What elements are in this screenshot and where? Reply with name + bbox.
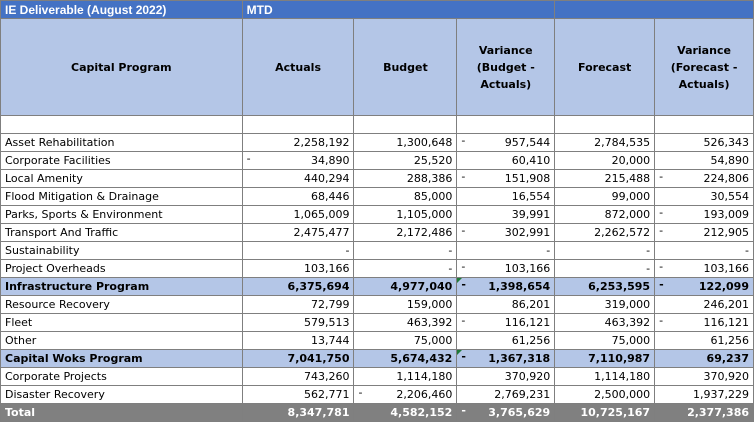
- cell-value: 2,377,386: [687, 406, 749, 419]
- cell-value: 1,937,229: [693, 388, 749, 401]
- spacer-cell[interactable]: [555, 116, 655, 134]
- cell-variance-budget[interactable]: [457, 404, 555, 422]
- cell-value: 99,000: [611, 190, 651, 203]
- cell-program-label[interactable]: Capital Woks Program: [1, 350, 243, 368]
- cell-value: 30,554: [710, 190, 749, 203]
- cell-variance-forecast[interactable]: [655, 350, 754, 368]
- cell-value: 370,920: [703, 370, 749, 383]
- negative-sign: -: [659, 278, 664, 291]
- spacer-row: [1, 116, 754, 134]
- cell-value: 75,000: [413, 334, 453, 347]
- negative-sign: -: [461, 260, 466, 273]
- negative-sign: -: [358, 386, 363, 399]
- cell-variance-budget[interactable]: [457, 350, 555, 368]
- cell-variance-budget[interactable]: [457, 314, 555, 332]
- cell-program-label[interactable]: Total: [1, 404, 243, 422]
- cell-variance-forecast[interactable]: [655, 278, 754, 296]
- header-blank-cell[interactable]: [555, 1, 754, 19]
- cell-variance-budget[interactable]: [457, 242, 555, 260]
- table-row: [1, 206, 754, 224]
- cell-value: 61,256: [710, 334, 749, 347]
- cell-variance-budget[interactable]: [457, 134, 555, 152]
- cell-value: -: [448, 244, 453, 257]
- cell-actuals[interactable]: [242, 332, 354, 350]
- negative-sign: -: [659, 260, 664, 273]
- table-row: [1, 296, 754, 314]
- cell-forecast[interactable]: [555, 368, 655, 386]
- cell-variance-forecast[interactable]: [655, 152, 754, 170]
- cell-value: 1,398,654: [488, 280, 551, 293]
- cell-value: 579,513: [303, 316, 350, 329]
- cell-actuals[interactable]: [242, 314, 354, 332]
- cell-budget[interactable]: [354, 296, 457, 314]
- cell-error-indicator-icon: [457, 278, 462, 283]
- cell-value: 1,300,648: [396, 136, 453, 149]
- cell-value: 3,765,629: [488, 406, 551, 419]
- cell-value: 215,488: [604, 172, 651, 185]
- negative-sign: -: [461, 224, 466, 237]
- negative-sign: -: [461, 278, 466, 291]
- cell-value: 2,769,231: [494, 388, 551, 401]
- cell-forecast[interactable]: [555, 242, 655, 260]
- cell-value: 463,392: [604, 316, 651, 329]
- negative-sign: -: [461, 404, 466, 417]
- cell-variance-forecast[interactable]: [655, 134, 754, 152]
- spacer-cell[interactable]: [242, 116, 354, 134]
- cell-variance-budget[interactable]: [457, 170, 555, 188]
- cell-program-label[interactable]: Corporate Facilities: [1, 152, 243, 170]
- cell-value: -: [448, 262, 453, 275]
- cell-budget[interactable]: [354, 224, 457, 242]
- cell-actuals[interactable]: [242, 368, 354, 386]
- cell-budget[interactable]: [354, 260, 457, 278]
- column-header-row: [1, 19, 754, 116]
- cell-program-label[interactable]: Local Amenity: [1, 170, 243, 188]
- cell-actuals[interactable]: [242, 134, 354, 152]
- cell-budget[interactable]: [354, 242, 457, 260]
- col-header-variance-forecast[interactable]: Variance (Forecast - Actuals): [655, 19, 754, 116]
- cell-value: 39,991: [511, 208, 551, 221]
- cell-forecast[interactable]: [555, 134, 655, 152]
- col-header-program[interactable]: Capital Program: [1, 19, 243, 116]
- col-header-actuals[interactable]: Actuals: [242, 19, 354, 116]
- cell-program-label[interactable]: Transport And Traffic: [1, 224, 243, 242]
- table-row: [1, 260, 754, 278]
- cell-value: 1,114,180: [396, 370, 453, 383]
- cell-program-label[interactable]: Asset Rehabilitation: [1, 134, 243, 152]
- cell-value: 85,000: [413, 190, 453, 203]
- cell-value: 34,890: [310, 154, 350, 167]
- report-title[interactable]: IE Deliverable (August 2022): [1, 1, 243, 19]
- cell-budget[interactable]: [354, 134, 457, 152]
- cell-actuals[interactable]: [242, 404, 354, 422]
- cell-actuals[interactable]: [242, 350, 354, 368]
- cell-forecast[interactable]: [555, 332, 655, 350]
- cell-budget[interactable]: [354, 368, 457, 386]
- cell-variance-budget[interactable]: [457, 152, 555, 170]
- cell-budget[interactable]: [354, 314, 457, 332]
- cell-value: 2,172,486: [396, 226, 453, 239]
- period-label[interactable]: MTD: [242, 1, 555, 19]
- cell-value: 2,262,572: [594, 226, 651, 239]
- subtotal-row: [1, 350, 754, 368]
- subtotal-row: [1, 278, 754, 296]
- cell-variance-forecast[interactable]: [655, 170, 754, 188]
- negative-sign: -: [246, 152, 251, 165]
- cell-value: 1,065,009: [293, 208, 350, 221]
- cell-value: 1,114,180: [594, 370, 651, 383]
- cell-forecast[interactable]: [555, 170, 655, 188]
- cell-value: 2,475,477: [293, 226, 350, 239]
- cell-value: 526,343: [703, 136, 749, 149]
- spacer-cell[interactable]: [655, 116, 754, 134]
- cell-value: 69,237: [706, 352, 749, 365]
- cell-budget[interactable]: [354, 188, 457, 206]
- cell-value: 224,806: [703, 172, 749, 185]
- cell-value: 10,725,167: [580, 406, 651, 419]
- cell-actuals[interactable]: [242, 152, 354, 170]
- cell-value: 13,744: [310, 334, 350, 347]
- cell-value: 562,771: [303, 388, 350, 401]
- negative-sign: -: [461, 314, 466, 327]
- cell-value: 61,256: [511, 334, 551, 347]
- cell-value: -: [745, 244, 749, 257]
- cell-actuals[interactable]: [242, 260, 354, 278]
- cell-value: 440,294: [303, 172, 350, 185]
- cell-budget[interactable]: [354, 206, 457, 224]
- col-header-budget[interactable]: Budget: [354, 19, 457, 116]
- cell-value: 116,121: [504, 316, 551, 329]
- cell-value: 2,258,192: [293, 136, 350, 149]
- negative-sign: -: [659, 206, 664, 219]
- cell-value: 151,908: [504, 172, 551, 185]
- spacer-cell[interactable]: [457, 116, 555, 134]
- cell-value: 246,201: [703, 298, 749, 311]
- cell-variance-forecast[interactable]: [655, 224, 754, 242]
- table-row: [1, 314, 754, 332]
- table-row: [1, 242, 754, 260]
- negative-sign: -: [659, 314, 664, 327]
- cell-variance-budget[interactable]: [457, 224, 555, 242]
- cell-budget[interactable]: [354, 332, 457, 350]
- cell-value: 463,392: [406, 316, 453, 329]
- cell-variance-forecast[interactable]: [655, 296, 754, 314]
- cell-value: 370,920: [504, 370, 551, 383]
- cell-value: 7,041,750: [287, 352, 350, 365]
- cell-actuals[interactable]: [242, 170, 354, 188]
- cell-value: 75,000: [611, 334, 651, 347]
- cell-error-indicator-icon: [457, 350, 462, 355]
- cell-value: 1,105,000: [396, 208, 453, 221]
- table-row: [1, 170, 754, 188]
- cell-budget[interactable]: [354, 350, 457, 368]
- cell-variance-budget[interactable]: [457, 206, 555, 224]
- cell-actuals[interactable]: [242, 278, 354, 296]
- header-title-row: [1, 1, 754, 19]
- cell-value: 302,991: [504, 226, 551, 239]
- cell-budget[interactable]: [354, 404, 457, 422]
- cell-variance-budget[interactable]: [457, 368, 555, 386]
- cell-value: 103,166: [703, 262, 749, 275]
- cell-value: 193,009: [703, 208, 749, 221]
- cell-forecast[interactable]: [555, 206, 655, 224]
- cell-program-label[interactable]: Flood Mitigation & Drainage: [1, 188, 243, 206]
- cell-variance-budget[interactable]: [457, 188, 555, 206]
- cell-program-label[interactable]: Fleet: [1, 314, 243, 332]
- cell-value: 2,784,535: [594, 136, 651, 149]
- cell-forecast[interactable]: [555, 260, 655, 278]
- cell-value: 60,410: [511, 154, 551, 167]
- negative-sign: -: [461, 134, 466, 147]
- cell-value: 872,000: [604, 208, 651, 221]
- cell-forecast[interactable]: [555, 296, 655, 314]
- table-row: [1, 368, 754, 386]
- table-row: [1, 188, 754, 206]
- cell-value: 319,000: [604, 298, 651, 311]
- cell-variance-budget[interactable]: [457, 296, 555, 314]
- cell-forecast[interactable]: [555, 314, 655, 332]
- cell-actuals[interactable]: [242, 296, 354, 314]
- cell-budget[interactable]: [354, 152, 457, 170]
- negative-sign: -: [461, 170, 466, 183]
- cell-variance-forecast[interactable]: [655, 260, 754, 278]
- cell-forecast[interactable]: [555, 404, 655, 422]
- cell-value: 68,446: [310, 190, 350, 203]
- cell-variance-budget[interactable]: [457, 332, 555, 350]
- cell-program-label[interactable]: Project Overheads: [1, 260, 243, 278]
- cell-program-label[interactable]: Infrastructure Program: [1, 278, 243, 296]
- cell-variance-forecast[interactable]: [655, 242, 754, 260]
- cell-value: 159,000: [406, 298, 453, 311]
- table-row: [1, 224, 754, 242]
- cell-value: 957,544: [504, 136, 551, 149]
- cell-value: 103,166: [504, 262, 551, 275]
- table-row: [1, 134, 754, 152]
- cell-value: -: [646, 262, 651, 275]
- negative-sign: -: [461, 350, 466, 363]
- cell-program-label[interactable]: Other: [1, 332, 243, 350]
- cell-program-label[interactable]: Resource Recovery: [1, 296, 243, 314]
- cell-value: 16,554: [511, 190, 551, 203]
- cell-value: -: [646, 244, 651, 257]
- cell-value: 6,253,595: [588, 280, 651, 293]
- cell-variance-forecast[interactable]: [655, 206, 754, 224]
- cell-value: -: [345, 244, 350, 257]
- cell-forecast[interactable]: [555, 350, 655, 368]
- cell-value: 5,674,432: [390, 352, 453, 365]
- cell-forecast[interactable]: [555, 224, 655, 242]
- cell-forecast[interactable]: [555, 152, 655, 170]
- cell-budget[interactable]: [354, 170, 457, 188]
- cell-forecast[interactable]: [555, 188, 655, 206]
- cell-program-label[interactable]: Parks, Sports & Environment: [1, 206, 243, 224]
- cell-variance-budget[interactable]: [457, 278, 555, 296]
- cell-value: -: [546, 244, 551, 257]
- cell-variance-forecast[interactable]: [655, 332, 754, 350]
- cell-value: 2,500,000: [594, 388, 651, 401]
- cell-value: 4,977,040: [390, 280, 453, 293]
- cell-budget[interactable]: [354, 278, 457, 296]
- cell-variance-forecast[interactable]: [655, 188, 754, 206]
- cell-actuals[interactable]: [242, 206, 354, 224]
- cell-program-label[interactable]: Sustainability: [1, 242, 243, 260]
- cell-value: 2,206,460: [396, 388, 453, 401]
- cell-value: 103,166: [303, 262, 350, 275]
- cell-variance-budget[interactable]: [457, 260, 555, 278]
- cell-actuals[interactable]: [242, 224, 354, 242]
- cell-program-label[interactable]: Corporate Projects: [1, 368, 243, 386]
- cell-value: 6,375,694: [287, 280, 350, 293]
- cell-value: 25,520: [413, 154, 453, 167]
- spacer-cell[interactable]: [354, 116, 457, 134]
- cell-variance-forecast[interactable]: [655, 368, 754, 386]
- cell-value: 743,260: [303, 370, 350, 383]
- cell-forecast[interactable]: [555, 278, 655, 296]
- cell-value: 20,000: [611, 154, 651, 167]
- cell-actuals[interactable]: [242, 188, 354, 206]
- cell-value: 4,582,152: [390, 406, 453, 419]
- cell-value: 8,347,781: [287, 406, 350, 419]
- cell-value: 122,099: [698, 280, 749, 293]
- cell-variance-forecast[interactable]: [655, 404, 754, 422]
- cell-value: 116,121: [703, 316, 749, 329]
- cell-actuals[interactable]: [242, 242, 354, 260]
- table-row: [1, 332, 754, 350]
- negative-sign: -: [659, 224, 664, 237]
- cell-value: 7,110,987: [588, 352, 651, 365]
- cell-value: 288,386: [406, 172, 453, 185]
- spacer-cell[interactable]: [1, 116, 243, 134]
- cell-variance-forecast[interactable]: [655, 314, 754, 332]
- cell-value: 86,201: [511, 298, 551, 311]
- cell-value: 54,890: [710, 154, 749, 167]
- cell-value: 1,367,318: [488, 352, 551, 365]
- total-row: [1, 404, 754, 422]
- cell-value: 72,799: [310, 298, 350, 311]
- table-row: [1, 152, 754, 170]
- col-header-forecast[interactable]: Forecast: [555, 19, 655, 116]
- negative-sign: -: [659, 170, 664, 183]
- cell-value: 212,905: [703, 226, 749, 239]
- col-header-variance-budget[interactable]: Variance (Budget - Actuals): [457, 19, 555, 116]
- cell-program-label[interactable]: Disaster Recovery: [1, 386, 243, 404]
